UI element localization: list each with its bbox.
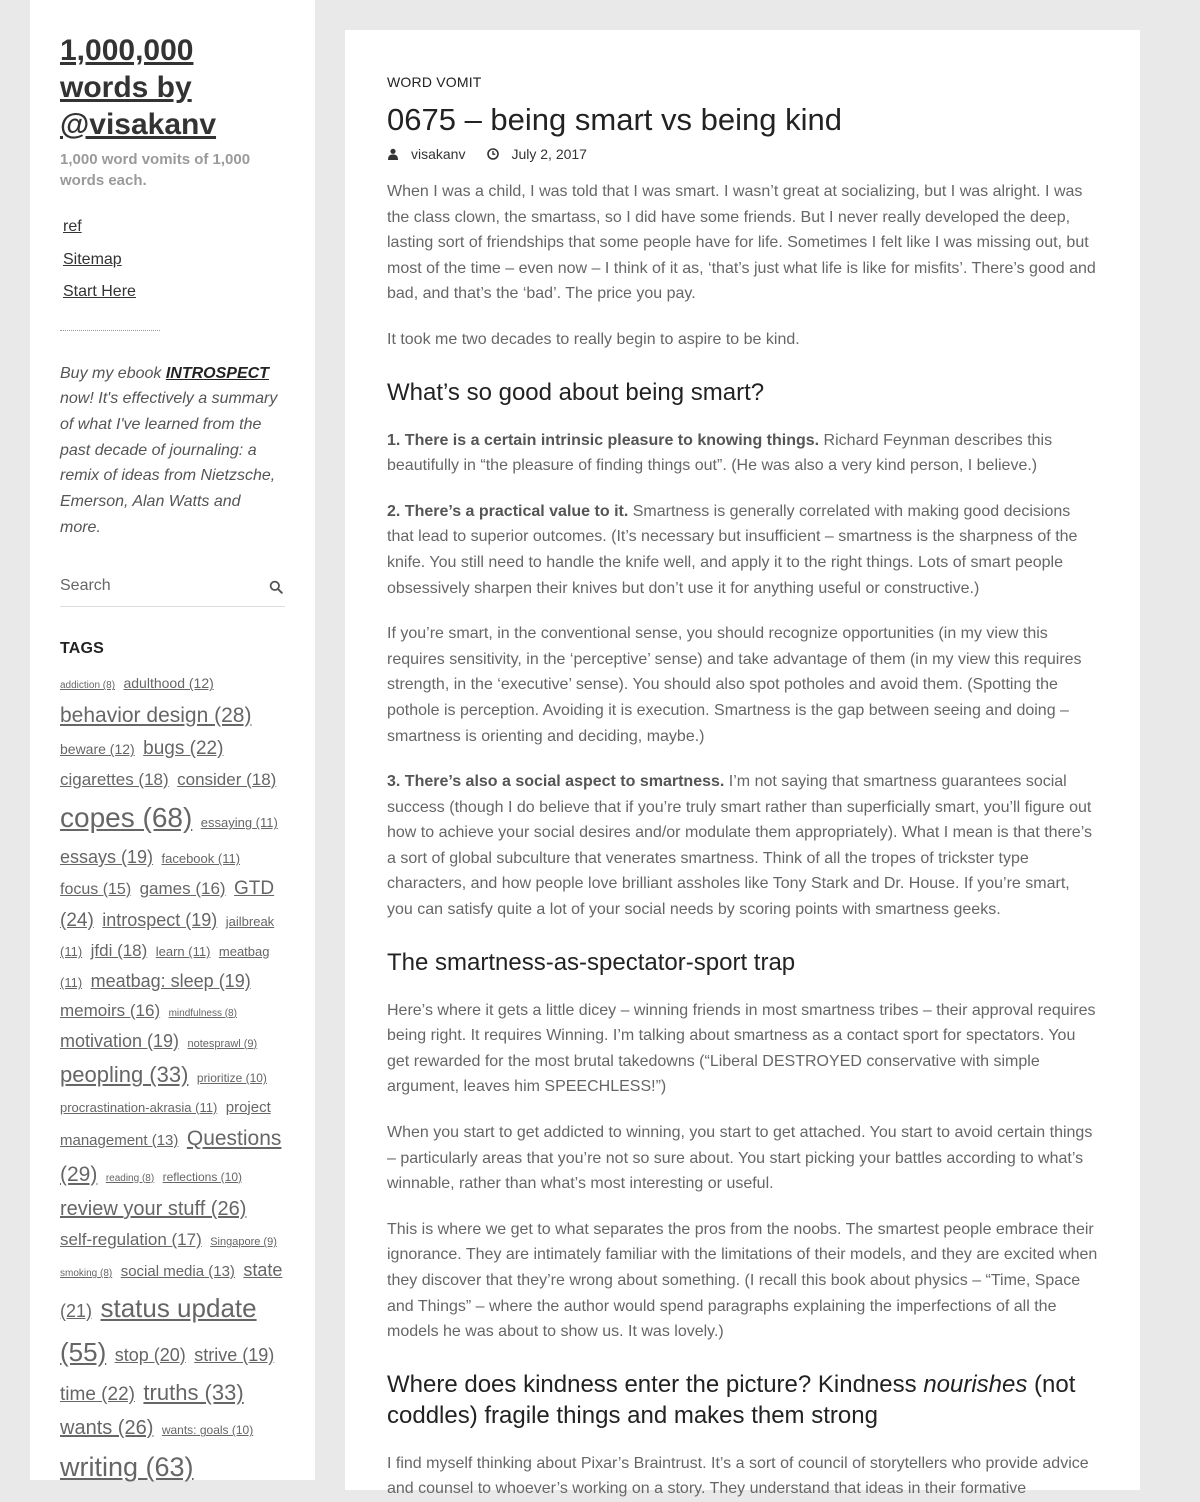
- site-description: 1,000 word vomits of 1,000 words each.: [60, 151, 251, 189]
- paragraph: [387, 428, 1098, 479]
- tag-link[interactable]: wants: goals (10): [161, 1423, 254, 1438]
- paragraph: When I was a child, I was told that I was smart. I wasn’t great at socializing, but I was alright. I was the class clown, the smartass, so I did have some friends. But I never really developed the deep, lasting sort of friendships that some people have for life. Sometimes I felt like I was missing out, but most of the time – even now – I think of it as, ‘that’s just what life is like for misfits’. There’s good and bad, and that’s the ‘bad’. The price you pay.: [387, 183, 1096, 303]
- tag-link[interactable]: reflections (10): [162, 1169, 242, 1184]
- paragraph: It took me two decades to really begin to aspire to be kind.: [387, 330, 800, 348]
- bold-lead: 1. There is a certain intrinsic pleasure to knowing things.: [387, 431, 820, 449]
- search-icon[interactable]: [269, 580, 283, 594]
- paragraph-text: Richard Feynman describes this beautifully in “the pleasure of finding things out”. (He was also a very kind person, I believe.): [387, 431, 1053, 475]
- ebook-link[interactable]: INTROSPECT: [165, 364, 269, 382]
- tag-link[interactable]: Questions (29): [60, 1126, 282, 1186]
- search-form: [60, 570, 285, 607]
- tag-link[interactable]: jailbreak (11): [60, 913, 275, 960]
- tag-link[interactable]: smoking (8): [60, 1268, 113, 1280]
- tag-link[interactable]: strive (19): [194, 1344, 275, 1365]
- bold-lead: 2. There’s a practical value to it.: [387, 502, 629, 520]
- promo-text-post: now! It's effectively a summary of what I've learned from the past decade of journaling: a remix of ideas from Nietzsche, Emerson, Alan Watts and more.: [60, 390, 278, 536]
- tag-link[interactable]: time (22): [60, 1384, 135, 1406]
- menu-item-ref[interactable]: ref: [63, 218, 82, 235]
- promo-text-pre: Buy my ebook: [60, 364, 166, 382]
- tag-link[interactable]: state (21): [60, 1260, 283, 1321]
- section-heading: [387, 1369, 1098, 1431]
- paragraph: If you’re smart, in the conventional sense, you should recognize opportunities (in my view this requires sensitivity, in the ‘perceptive’ sense) and take advantage of them (in my view this requires strength, in the ‘executive’ sense). You should also spot potholes and avoid them. (Spotting the pothole is perception. Avoiding it is execution. Smartness is the gap between seeing and doing – smartness is orienting and deciding, maybe.): [387, 625, 1082, 745]
- tag-link[interactable]: introspect (19): [102, 909, 218, 930]
- tag-link[interactable]: status update (55): [60, 1292, 257, 1367]
- nav-menu: [60, 211, 285, 309]
- search-input[interactable]: [60, 570, 260, 595]
- section-heading: The smartness-as-spectator-sport trap: [387, 948, 796, 976]
- tag-link[interactable]: essays (19): [60, 847, 154, 868]
- post-author[interactable]: visakanv: [411, 146, 466, 162]
- tag-link[interactable]: prioritize (10): [196, 1071, 267, 1086]
- site-title[interactable]: 1,000,000 words by @visakanv: [60, 34, 217, 141]
- tag-link[interactable]: notesprawl (9): [187, 1037, 258, 1050]
- tag-link[interactable]: truths (33): [143, 1380, 244, 1406]
- tag-link[interactable]: behavior design (28): [60, 703, 252, 727]
- paragraph: [387, 769, 1098, 923]
- tag-link[interactable]: bugs (22): [143, 738, 224, 760]
- tag-link[interactable]: review your stuff (26): [60, 1198, 247, 1221]
- tag-link[interactable]: project management (13): [60, 1098, 271, 1149]
- tag-cloud: [60, 670, 285, 1491]
- bold-lead: 3. There’s also a social aspect to smartness.: [387, 773, 725, 791]
- tag-link[interactable]: learn (11): [155, 944, 211, 960]
- tag-link[interactable]: peopling (33): [60, 1062, 189, 1088]
- tag-link[interactable]: writing (63): [60, 1452, 194, 1483]
- tag-link[interactable]: focus (15): [60, 880, 132, 898]
- tag-link[interactable]: meatbag (11): [60, 944, 270, 991]
- tag-link[interactable]: consider (18): [177, 769, 277, 789]
- divider: [60, 330, 160, 331]
- paragraph: I find myself thinking about Pixar’s Braintrust. It’s a sort of council of storytellers who provide advice and counsel to whoever’s working on a story. They understand that ideas in their formative: [387, 1454, 1089, 1498]
- tag-link[interactable]: procrastination-akrasia (11): [60, 1099, 218, 1115]
- tag-link[interactable]: facebook (11): [161, 851, 241, 867]
- paragraph-text: Smartness is generally correlated with making good decisions that lead to superior outcomes. (It’s necessary but insufficient – smartness is the sharpness of the knife. You still need to handle the knife well, and apply it to the right things. Lots of smart people obsessively sharpen their knives but don’t use it for anything useful or constructive.): [387, 502, 1078, 597]
- menu-item-sitemap[interactable]: Sitemap: [63, 250, 122, 268]
- heading-text: (not coddles) fragile things and makes them strong: [387, 1370, 1076, 1429]
- paragraph: [387, 499, 1098, 601]
- section-heading: What’s so good about being smart?: [387, 378, 765, 406]
- ebook-promo: [60, 361, 285, 541]
- main-content: [345, 30, 1140, 1498]
- post-title: 0675 – being smart vs being kind: [387, 102, 842, 137]
- tag-link[interactable]: jfdi (18): [90, 941, 148, 961]
- tag-link[interactable]: games (16): [139, 878, 226, 898]
- user-icon: [387, 148, 399, 160]
- tag-link[interactable]: wants (26): [60, 1417, 154, 1440]
- tag-link[interactable]: beware (12): [60, 741, 135, 758]
- tag-link[interactable]: Singapore (9): [210, 1236, 277, 1249]
- heading-emphasis: nourishes: [923, 1370, 1028, 1398]
- sidebar: [30, 0, 315, 1483]
- tag-link[interactable]: copes (68): [60, 802, 193, 834]
- paragraph: This is where we get to what separates the pros from the noobs. The smartest people embrace their ignorance. They are intimately familiar with the limitations of their models, and they are excited when they discover that they’re wrong about something. (I recall this book about physics – “Time, Space and Things” – where the author would spend paragraphs explaining the imperfections of all the models he was about to show us. It was lovely.): [387, 1220, 1098, 1341]
- post-date[interactable]: July 2, 2017: [511, 146, 587, 162]
- paragraph: Here’s where it gets a little dicey – winning friends in most smartness tribes – their approval requires being right. It requires Winning. I’m talking about smartness as a contact sport for spectators. You get rewarded for the most brutal takedowns (“Liberal DESTROYED conservative with simple argument, leaves him SPEECHLESS!”): [387, 1001, 1096, 1096]
- heading-text: Where does kindness enter the picture? Kindness: [387, 1370, 924, 1398]
- paragraph: When you start to get addicted to winning, you start to get attached. You start to avoid certain things – particularly areas that you’re not so sure about. You start picking your battles according to what’s winnable, rather than what’s most interesting or useful.: [387, 1124, 1093, 1193]
- tag-link[interactable]: mindfulness (8): [168, 1007, 237, 1019]
- tag-link[interactable]: stop (20): [114, 1344, 186, 1365]
- menu-item-start-here[interactable]: Start Here: [63, 283, 136, 300]
- tag-link[interactable]: essaying (11): [200, 815, 278, 831]
- tag-link[interactable]: motivation (19): [60, 1030, 180, 1051]
- clock-icon: [487, 148, 499, 160]
- tag-link[interactable]: adulthood (12): [123, 675, 214, 692]
- tags-heading: TAGS: [60, 640, 105, 658]
- post-content: [387, 179, 1098, 1502]
- tag-link[interactable]: addiction (8): [60, 680, 116, 692]
- post-category[interactable]: WORD VOMIT: [387, 74, 482, 90]
- post-meta: [387, 146, 1098, 162]
- tag-link[interactable]: cigarettes (18): [60, 769, 169, 789]
- tag-link[interactable]: self-regulation (17): [60, 1230, 202, 1250]
- tag-link[interactable]: reading (8): [105, 1172, 155, 1184]
- tag-link[interactable]: social media (13): [120, 1263, 235, 1281]
- tag-link[interactable]: memoirs (16): [60, 1000, 161, 1020]
- tag-link[interactable]: GTD (24): [60, 877, 275, 931]
- tag-link[interactable]: meatbag: sleep (19): [90, 971, 251, 992]
- paragraph-text: I’m not saying that smartness guarantees social success (though I do believe that if you’re truly smart rather than superficially smart, you’ll figure out how to achieve your social desires and/or modulate them appropriately). What I mean is that there’s a sort of global subculture that venerates smartness. Think of all the tropes of trickster type characters, and how people love brilliant assholes like Tony Stark and Dr. House. If you’re smart, you can satisfy quite a lot of your social needs by scoring points with smartness geeks.: [387, 773, 1092, 919]
